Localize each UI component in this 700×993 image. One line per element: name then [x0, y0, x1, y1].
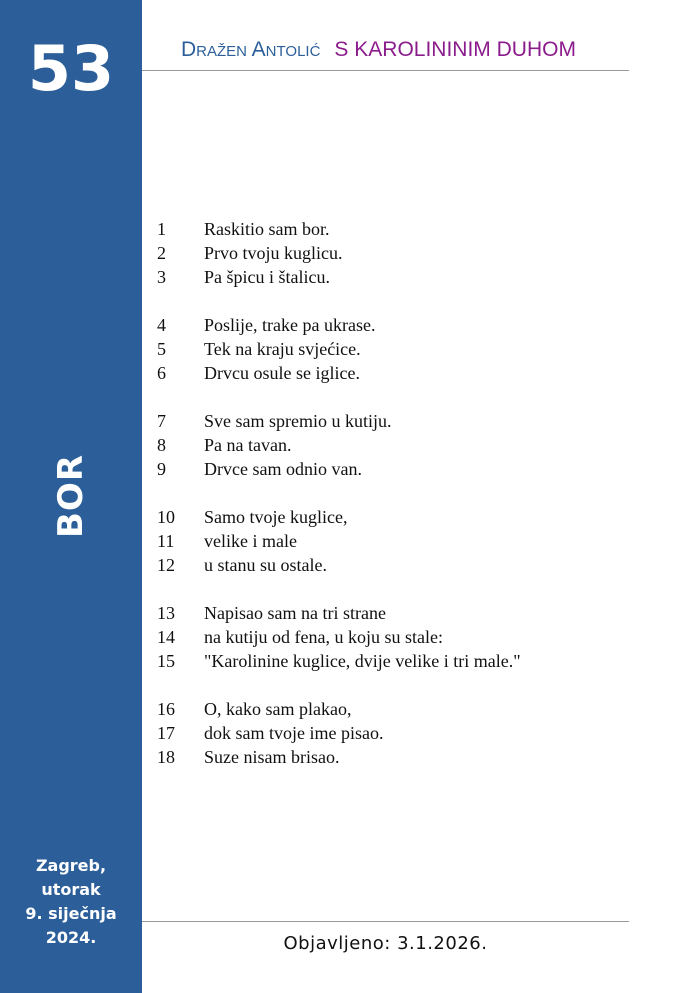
poem-line	[157, 601, 521, 625]
author-name: Dražen Antolić	[181, 38, 321, 61]
stanza-gap	[157, 481, 521, 505]
line-text: "Karolinine kuglice, dvije velike i tri male."	[204, 651, 521, 671]
line-number: 6	[157, 363, 166, 383]
footer-divider	[142, 921, 629, 922]
poem-line	[157, 433, 521, 457]
line-number: 17	[157, 723, 175, 743]
poem-line	[157, 553, 521, 577]
header-divider	[142, 70, 629, 71]
poem-line	[157, 361, 521, 385]
line-number: 16	[157, 699, 175, 719]
poem-line	[157, 313, 521, 337]
line-number: 9	[157, 459, 166, 479]
sidebar	[0, 0, 142, 993]
line-text: Pa na tavan.	[204, 435, 292, 455]
poem-line	[157, 721, 521, 745]
line-number: 2	[157, 243, 166, 263]
line-text: Sve sam spremio u kutiju.	[204, 411, 392, 431]
poem-line	[157, 337, 521, 361]
line-text: Samo tvoje kuglice,	[204, 507, 348, 527]
stanza-gap	[157, 385, 521, 409]
line-number: 14	[157, 627, 175, 647]
poem-line	[157, 697, 521, 721]
line-number: 5	[157, 339, 166, 359]
poem-line	[157, 505, 521, 529]
running-header	[181, 38, 576, 62]
poem-line	[157, 649, 521, 673]
poem-line	[157, 457, 521, 481]
poem-line	[157, 241, 521, 265]
line-text: velike i male	[204, 531, 297, 551]
line-number: 8	[157, 435, 166, 455]
line-number: 18	[157, 747, 175, 767]
line-text: u stanu su ostale.	[204, 555, 327, 575]
poem-title: BOR	[51, 454, 91, 538]
line-text: Prvo tvoju kuglicu.	[204, 243, 343, 263]
line-text: Raskitio sam bor.	[204, 219, 330, 239]
line-number: 3	[157, 267, 166, 287]
place-date-line: Zagreb,	[35, 856, 107, 875]
stanza-gap	[157, 673, 521, 697]
line-text: Pa špicu i štalicu.	[204, 267, 330, 287]
poem-body	[157, 217, 521, 769]
line-number: 1	[157, 219, 166, 239]
line-text: Drvce sam odnio van.	[204, 459, 362, 479]
line-number: 13	[157, 603, 175, 623]
book-title: S KAROLININIM DUHOM	[334, 38, 576, 61]
poem-line	[157, 625, 521, 649]
line-text: dok sam tvoje ime pisao.	[204, 723, 384, 743]
stanza-gap	[157, 289, 521, 313]
line-text: Suze nisam brisao.	[204, 747, 340, 767]
place-date-line: utorak	[41, 880, 101, 899]
line-text: Drvcu osule se iglice.	[204, 363, 360, 383]
line-number: 11	[157, 531, 175, 551]
stanza-gap	[157, 577, 521, 601]
place-date-line: 2024.	[45, 928, 97, 947]
line-number: 4	[157, 315, 166, 335]
line-number: 15	[157, 651, 175, 671]
poem-line	[157, 529, 521, 553]
published-date: Objavljeno: 3.1.2026.	[283, 933, 488, 954]
line-number: 10	[157, 507, 175, 527]
line-text: O, kako sam plakao,	[204, 699, 352, 719]
page-number: 53	[27, 32, 115, 105]
poem-line	[157, 409, 521, 433]
line-text: Tek na kraju svjećice.	[204, 339, 361, 359]
place-date-line: 9. siječnja	[25, 904, 117, 923]
poem-line	[157, 745, 521, 769]
line-number: 7	[157, 411, 166, 431]
poem-line	[157, 217, 521, 241]
place-date	[0, 854, 142, 950]
poem-line	[157, 265, 521, 289]
line-text: Poslije, trake pa ukrase.	[204, 315, 376, 335]
line-text: na kutiju od fena, u koju su stale:	[204, 627, 443, 647]
line-number: 12	[157, 555, 175, 575]
line-text: Napisao sam na tri strane	[204, 603, 386, 623]
